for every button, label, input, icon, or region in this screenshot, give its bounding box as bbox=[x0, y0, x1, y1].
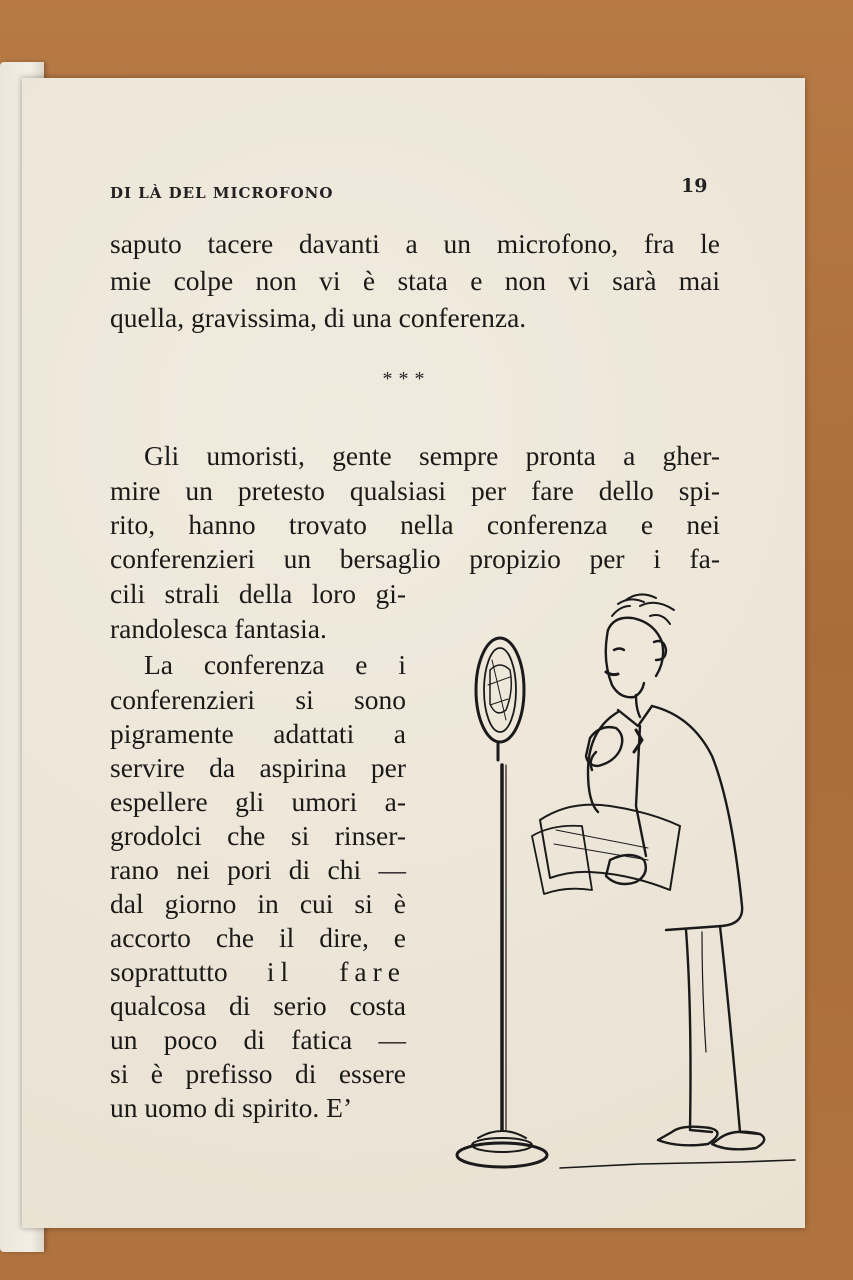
text-line: un uomo di spirito. E’ bbox=[110, 1092, 353, 1123]
text-line: servire da aspirina per bbox=[110, 752, 406, 783]
text-line: un poco di fatica — bbox=[110, 1024, 406, 1055]
man-reading-at-microphone-icon bbox=[440, 590, 810, 1190]
text-line: grodolci che si rinser- bbox=[110, 820, 406, 851]
section-separator: *** bbox=[382, 368, 431, 390]
text-line: accorto che il dire, e bbox=[110, 922, 406, 953]
running-head: DI LÀ DEL MICROFONO bbox=[110, 184, 334, 202]
text-line: conferenzieri si sono bbox=[110, 684, 406, 715]
text-line-spaced bbox=[110, 956, 406, 988]
text-line: quella, gravissima, di una conferenza. bbox=[110, 302, 527, 333]
text-line: espellere gli umori a- bbox=[110, 786, 406, 817]
text-line: mie colpe non vi è stata e non vi sarà mai bbox=[110, 265, 720, 296]
text-line: rano nei pori di chi — bbox=[110, 854, 406, 885]
text-line: randolesca fantasia. bbox=[110, 613, 327, 644]
text-span: soprattutto bbox=[110, 956, 228, 987]
emphasis-text: il fare bbox=[266, 956, 406, 987]
text-line: rito, hanno trovato nella conferenza e nei bbox=[110, 509, 720, 540]
text-line: mire un pretesto qualsiasi per fare dello spi- bbox=[110, 475, 720, 506]
text-line: cili strali della loro gi- bbox=[110, 578, 406, 609]
text-line: si è prefisso di essere bbox=[110, 1058, 406, 1089]
text-line: conferenzieri un bersaglio propizio per i fa- bbox=[110, 543, 720, 574]
text-line: dal giorno in cui si è bbox=[110, 888, 406, 919]
text-line: Gli umoristi, gente sempre pronta a gher- bbox=[144, 440, 720, 471]
text-line: La conferenza e i bbox=[144, 649, 406, 680]
text-line: pigramente adattati a bbox=[110, 718, 406, 749]
page-number: 19 bbox=[681, 175, 708, 197]
text-line: saputo tacere davanti a un microfono, fra le bbox=[110, 228, 720, 259]
text-line: qualcosa di serio costa bbox=[110, 990, 406, 1021]
